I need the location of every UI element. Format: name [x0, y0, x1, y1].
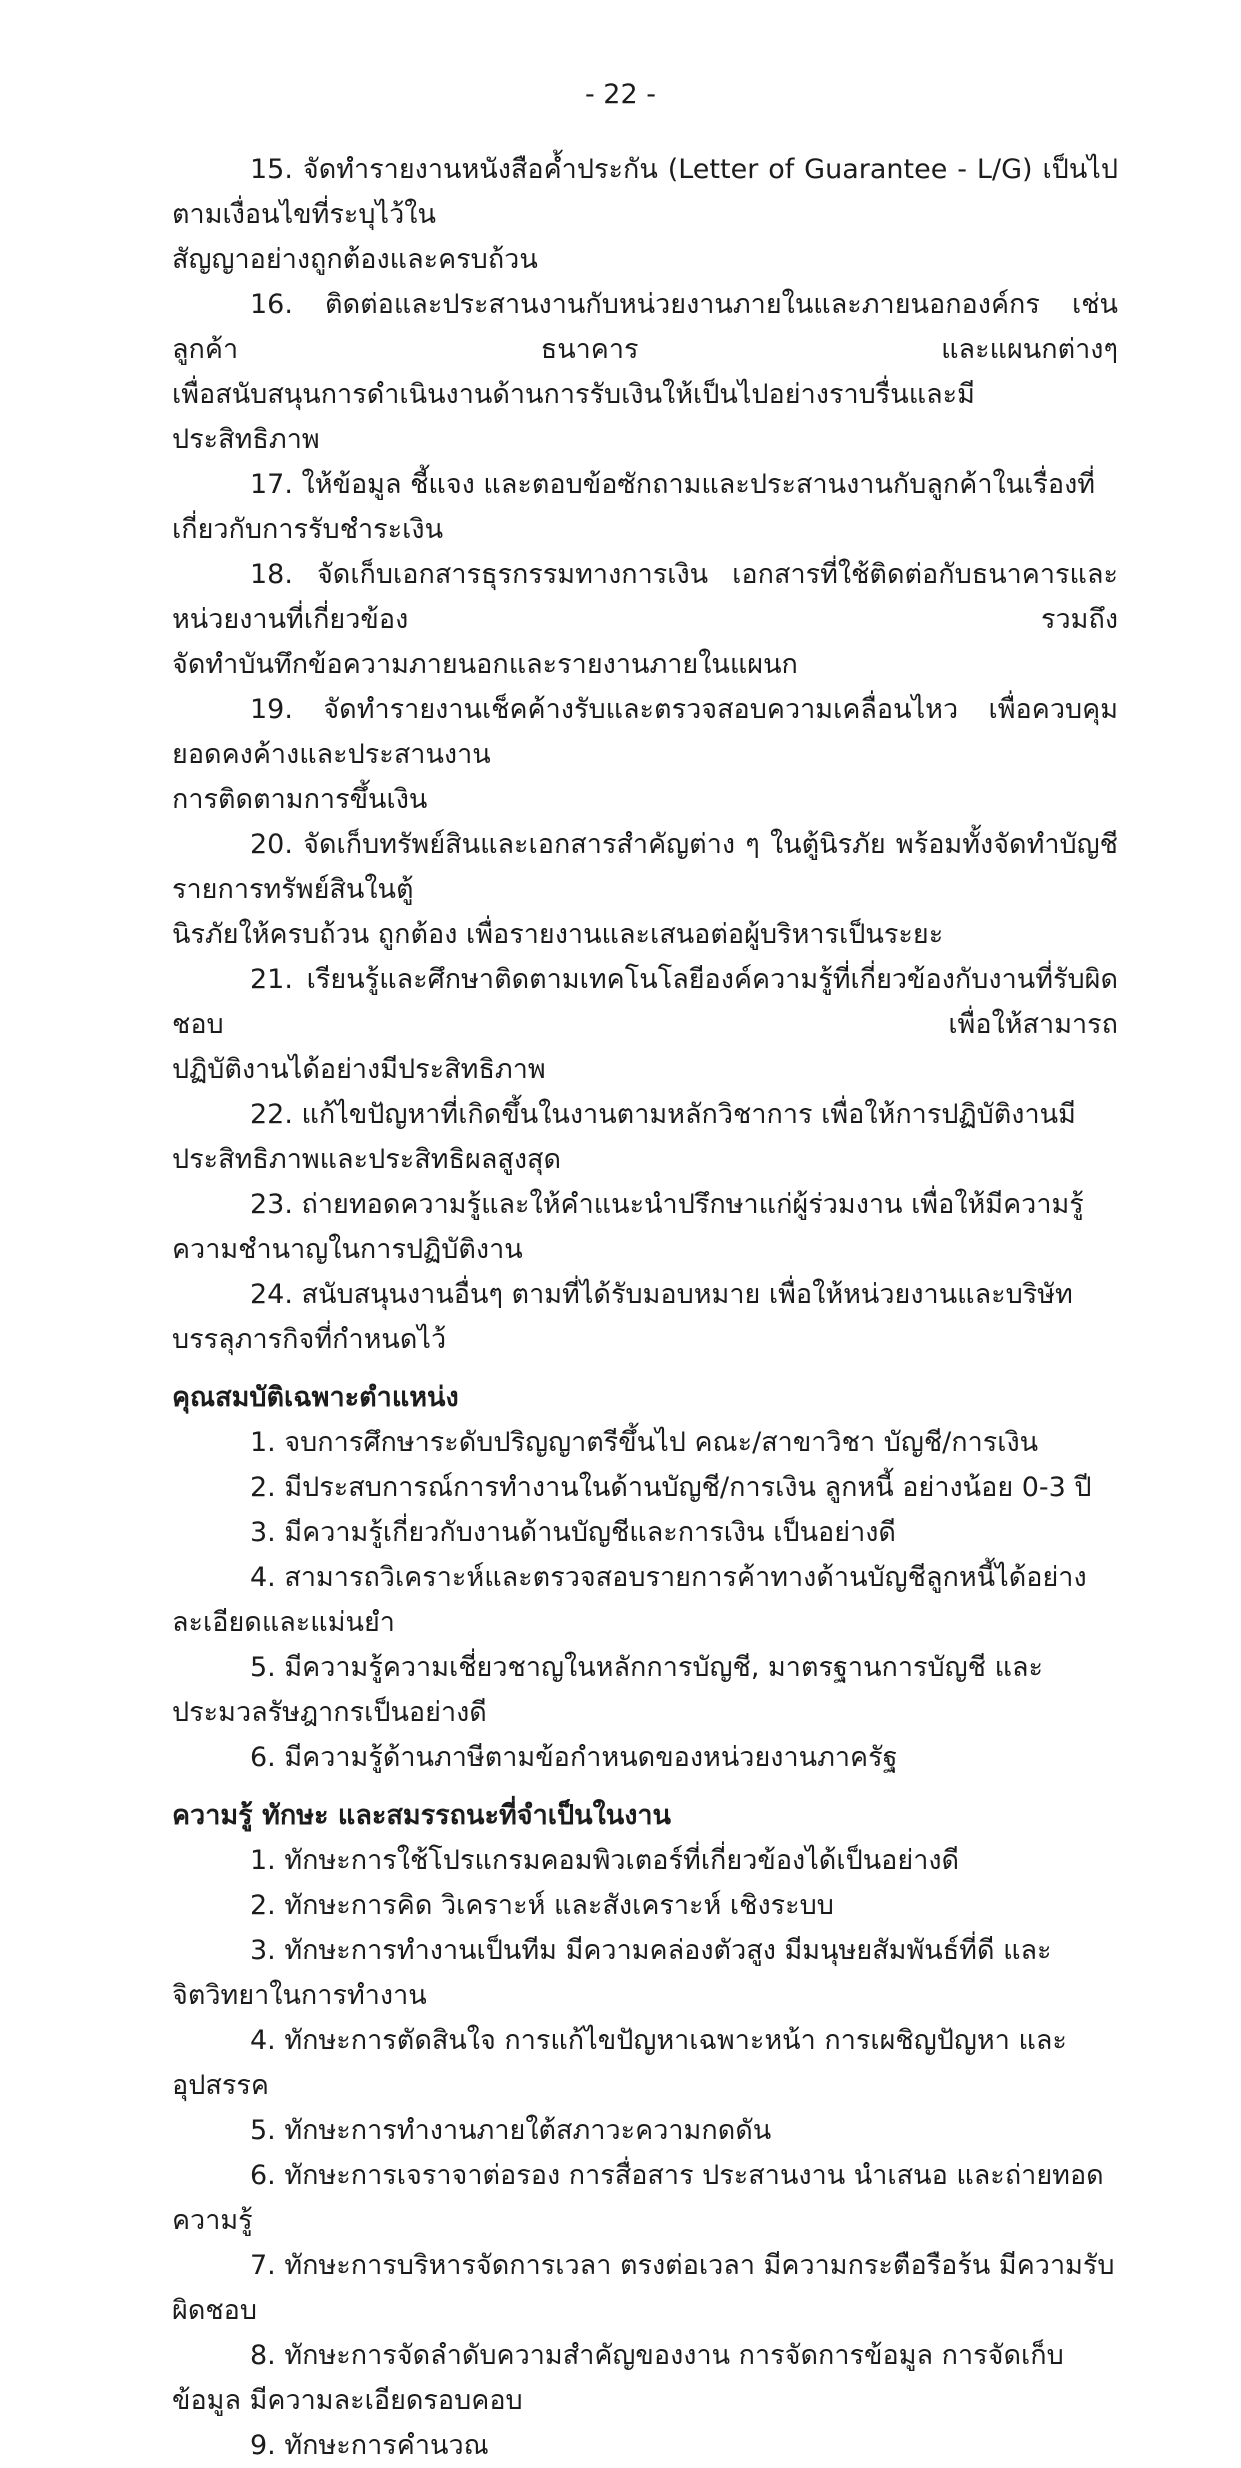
responsibility-item-16-continuation: เพื่อสนับสนุนการดำเนินงานด้านการรับเงินให้เป็นไปอย่างราบรื่นและมีประสิทธิภาพ: [172, 379, 975, 455]
responsibility-item-19-continuation: การติดตามการขึ้นเงิน: [172, 784, 428, 815]
skill-item-2: 2. ทักษะการคิด วิเคราะห์ และสังเคราะห์ เชิงระบบ: [250, 1890, 834, 1921]
responsibility-item-20-continuation: นิรภัยให้ครบถ้วน ถูกต้อง เพื่อรายงานและเสนอต่อผู้บริหารเป็นระยะ: [172, 919, 944, 950]
qualification-item-5: 5. มีความรู้ความเชี่ยวชาญในหลักการบัญชี, มาตรฐานการบัญชี และประมวลรัษฎากรเป็นอย่างดี: [172, 1652, 1044, 1728]
responsibility-item-15-continuation: สัญญาอย่างถูกต้องและครบถ้วน: [172, 244, 538, 275]
qualification-item-6: 6. มีความรู้ด้านภาษีตามข้อกำหนดของหน่วยงานภาครัฐ: [250, 1742, 898, 1773]
skill-item-9: 9. ทักษะการคำนวณ: [250, 2430, 489, 2461]
responsibility-item-24: 24. สนับสนุนงานอื่นๆ ตามที่ได้รับมอบหมาย เพื่อให้หน่วยงานและบริษัท บรรลุภารกิจที่กำหนดไว้: [172, 1279, 1073, 1355]
skill-item-3: 3. ทักษะการทำงานเป็นทีม มีความคล่องตัวสูง มีมนุษยสัมพันธ์ที่ดี และจิตวิทยาในการทำงาน: [172, 1935, 1052, 2011]
responsibility-item-23: 23. ถ่ายทอดความรู้และให้คำแนะนำปรึกษาแก่ผู้ร่วมงาน เพื่อให้มีความรู้ความชำนาญในการปฏิบัติงาน: [172, 1189, 1084, 1265]
qualification-item-3: 3. มีความรู้เกี่ยวกับงานด้านบัญชีและการเงิน เป็นอย่างดี: [250, 1517, 896, 1548]
responsibility-item-18: 18. จัดเก็บเอกสารธุรกรรมทางการเงิน เอกสารที่ใช้ติดต่อกับธนาคารและหน่วยงานที่เกี่ยวข้อง รวมถึง: [172, 559, 1118, 635]
qualification-item-2: 2. มีประสบการณ์การทำงานในด้านบัญชี/การเงิน ลูกหนี้ อย่างน้อย 0-3 ปี: [250, 1472, 1092, 1503]
page-content: [0, 147, 1241, 2468]
skill-item-5: 5. ทักษะการทำงานภายใต้สภาวะความกดดัน: [250, 2115, 772, 2146]
responsibility-item-21-continuation: ปฏิบัติงานได้อย่างมีประสิทธิภาพ: [172, 1054, 546, 1085]
responsibility-item-15: 15. จัดทำรายงานหนังสือค้ำประกัน (Letter of Guarantee - L/G) เป็นไปตามเงื่อนไขที่ระบุไว้ใน: [172, 154, 1118, 230]
skill-item-6: 6. ทักษะการเจราจาต่อรอง การสื่อสาร ประสานงาน นำเสนอ และถ่ายทอดความรู้: [172, 2160, 1104, 2236]
skills-heading: ความรู้ ทักษะ และสมรรถนะที่จำเป็นในงาน: [172, 1800, 672, 1831]
skill-item-1: 1. ทักษะการใช้โปรแกรมคอมพิวเตอร์ที่เกี่ยวข้องได้เป็นอย่างดี: [250, 1845, 960, 1876]
skill-item-4: 4. ทักษะการตัดสินใจ การแก้ไขปัญหาเฉพาะหน้า การเผชิญปัญหา และอุปสรรค: [172, 2025, 1067, 2101]
responsibility-item-21: 21. เรียนรู้และศึกษาติดตามเทคโนโลยีองค์ความรู้ที่เกี่ยวข้องกับงานที่รับผิดชอบ เพื่อให้สามารถ: [172, 964, 1118, 1040]
responsibility-item-22: 22. แก้ไขปัญหาที่เกิดขึ้นในงานตามหลักวิชาการ เพื่อให้การปฏิบัติงานมีประสิทธิภาพและประสิทธิผลสูงสุด: [172, 1099, 1076, 1175]
responsibility-item-18-continuation: จัดทำบันทึกข้อความภายนอกและรายงานภายในแผนก: [172, 649, 798, 680]
responsibility-item-16: 16. ติดต่อและประสานงานกับหน่วยงานภายในและภายนอกองค์กร เช่น ลูกค้า ธนาคาร และแผนกต่างๆ: [172, 289, 1118, 365]
skill-item-7: 7. ทักษะการบริหารจัดการเวลา ตรงต่อเวลา มีความกระตือรือร้น มีความรับผิดชอบ: [172, 2250, 1115, 2326]
responsibility-item-17: 17. ให้ข้อมูล ชี้แจง และตอบข้อซักถามและประสานงานกับลูกค้าในเรื่องที่เกี่ยวกับการรับชำระเงิน: [172, 469, 1096, 545]
qualification-item-4: 4. สามารถวิเคราะห์และตรวจสอบรายการค้าทางด้านบัญชีลูกหนี้ได้อย่างละเอียดและแม่นยำ: [172, 1562, 1087, 1638]
page-number: - 22 -: [584, 79, 656, 110]
responsibility-item-20: 20. จัดเก็บทรัพย์สินและเอกสารสำคัญต่าง ๆ ในตู้นิรภัย พร้อมทั้งจัดทำบัญชีรายการทรัพย์สินในตู้: [172, 829, 1118, 905]
skill-item-8: 8. ทักษะการจัดลำดับความสำคัญของงาน การจัดการข้อมูล การจัดเก็บข้อมูล มีความละเอียดรอบคอบ: [172, 2340, 1064, 2416]
responsibility-item-19: 19. จัดทำรายงานเช็คค้างรับและตรวจสอบความเคลื่อนไหว เพื่อควบคุมยอดคงค้างและประสานงาน: [172, 694, 1118, 770]
qualifications-heading: คุณสมบัติเฉพาะตำแหน่ง: [172, 1382, 459, 1413]
qualification-item-1: 1. จบการศึกษาระดับปริญญาตรีขึ้นไป คณะ/สาขาวิชา บัญชี/การเงิน: [250, 1427, 1039, 1458]
